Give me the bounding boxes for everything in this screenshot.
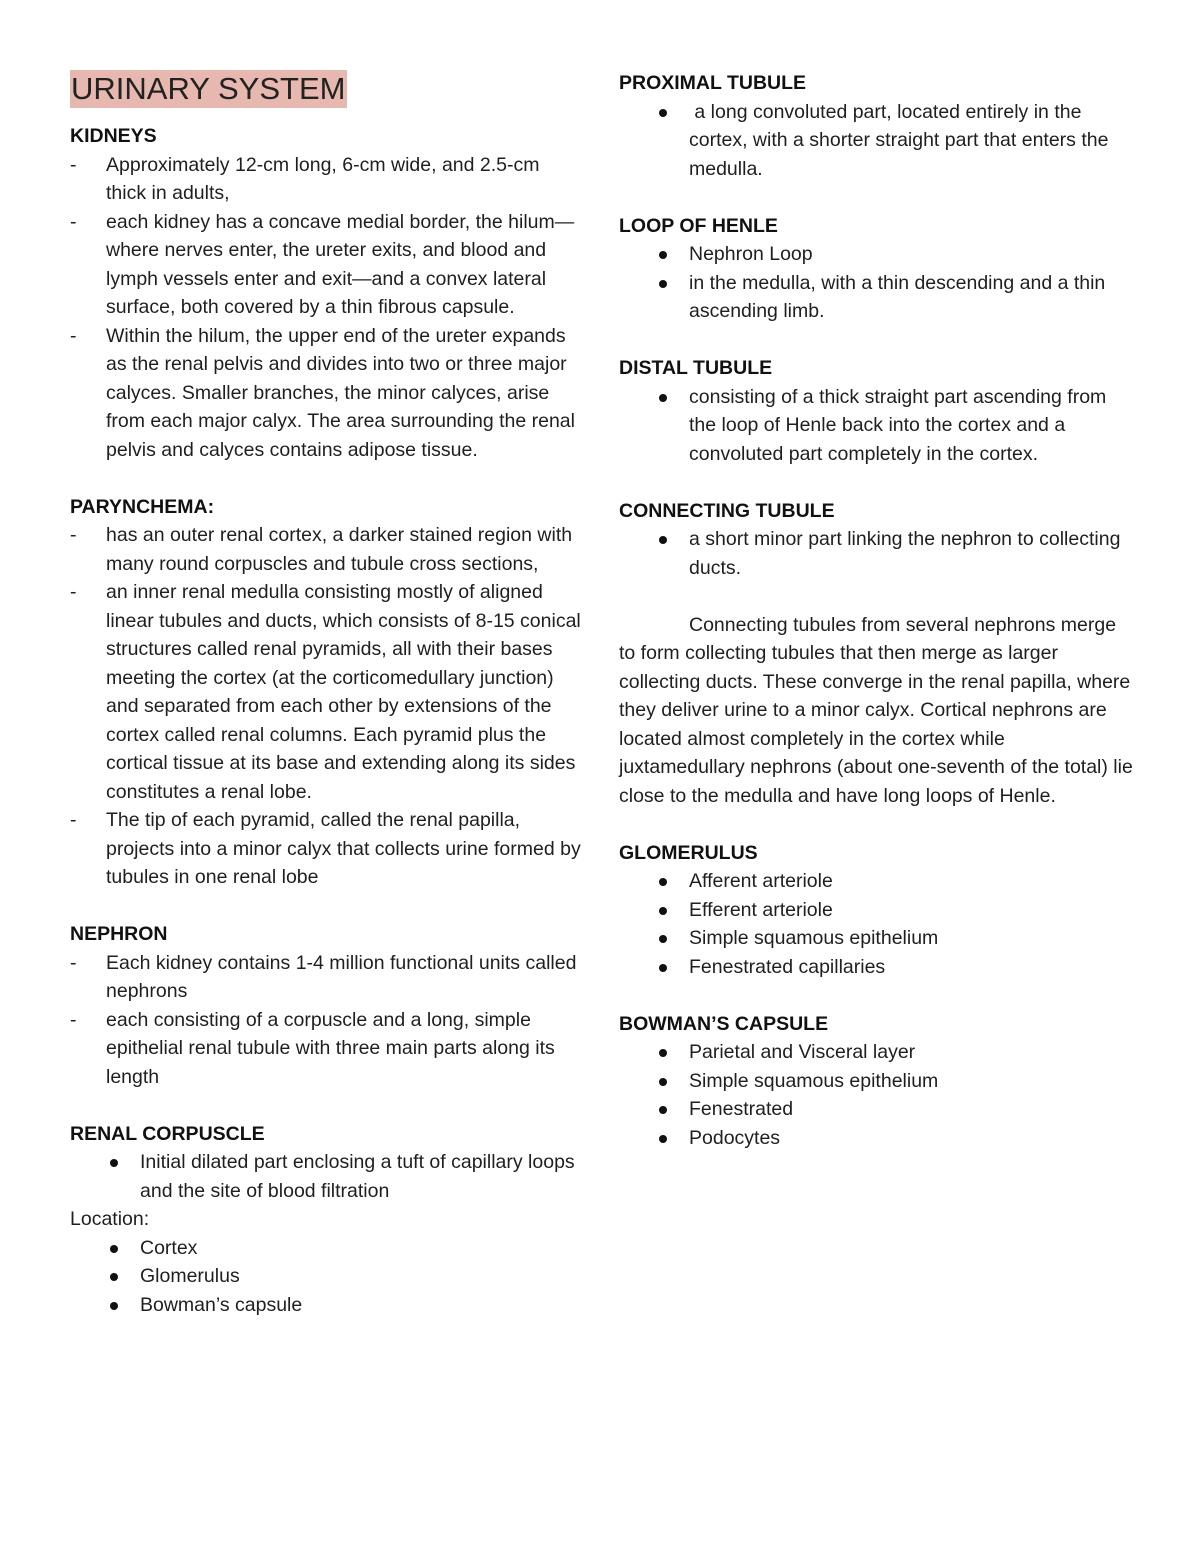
bullet-list (619, 98, 1134, 184)
list-item: a long convoluted part, located entirely in the cortex, with a shorter straight part that enters the medulla. (619, 98, 1134, 184)
bullet-list (619, 1038, 1134, 1152)
section-heading: PARYNCHEMA: (70, 495, 215, 518)
left-column (70, 70, 585, 1319)
list-item: - Approximately 12-cm long, 6-cm wide, and 2.5-cm thick in adults, (70, 151, 585, 208)
list-item: - Within the hilum, the upper end of the ureter expands as the renal pelvis and divides into two or three major calyces. Smaller branches, the minor calyces, arise from each major calyx. The area surrounding the renal pelvis and calyces contains adipose tissue. (70, 322, 585, 465)
section-renal-corpuscle (70, 1120, 585, 1320)
right-column (619, 69, 1134, 1152)
section-kidneys (70, 122, 585, 464)
list-item: - an inner renal medulla consisting mostly of aligned linear tubules and ducts, which consists of 8-15 conical structures called renal pyramids, all with their bases meeting the cortex (at the corticomedullary junction) and separated from each other by extensions of the cortex called renal columns. Each pyramid plus the cortical tissue at its base and extending along its sides constitutes a renal lobe. (70, 578, 585, 806)
dash-list (70, 521, 585, 892)
list-item: - has an outer renal cortex, a darker stained region with many round corpuscles and tubule cross sections, (70, 521, 585, 578)
list-item: Initial dilated part enclosing a tuft of capillary loops and the site of blood filtration (70, 1148, 585, 1205)
section-nephron (70, 920, 585, 1091)
location-label: Location: (70, 1208, 150, 1230)
dash-list (70, 151, 585, 465)
dash-list (70, 949, 585, 1092)
bullet-list (70, 1234, 585, 1320)
list-item: Cortex (70, 1234, 585, 1263)
list-item: Podocytes (619, 1124, 1134, 1153)
list-item: Simple squamous epithelium (619, 1067, 1134, 1096)
list-item: a short minor part linking the nephron to collecting ducts. (619, 525, 1134, 582)
list-item: Bowman’s capsule (70, 1291, 585, 1320)
bullet-list (619, 867, 1134, 981)
bullet-list (619, 240, 1134, 326)
section-proximal-tubule (619, 69, 1134, 183)
list-item: - The tip of each pyramid, called the renal papilla, projects into a minor calyx that collects urine formed by tubules in one renal lobe (70, 806, 585, 892)
list-item: - each consisting of a corpuscle and a long, simple epithelial renal tubule with three main parts along its length (70, 1006, 585, 1092)
page-title: URINARY SYSTEM (71, 71, 346, 106)
list-item: consisting of a thick straight part ascending from the loop of Henle back into the cortex and a convoluted part completely in the cortex. (619, 383, 1134, 469)
section-heading: BOWMAN’S CAPSULE (619, 1012, 829, 1035)
section-heading: RENAL CORPUSCLE (70, 1122, 265, 1145)
section-glomerulus (619, 839, 1134, 982)
body-paragraph: Connecting tubules from several nephrons merge to form collecting tubules that then merge as larger collecting ducts. These converge in the renal papilla, where they deliver urine to a minor calyx. Cortical nephrons are located almost completely in the cortex while juxtamedullary nephrons (about one-seventh of the total) lie close to the medulla and have long loops of Henle. (619, 613, 1133, 807)
section-distal-tubule (619, 354, 1134, 468)
list-item: - each kidney has a concave medial border, the hilum—where nerves enter, the ureter exits, and blood and lymph vessels enter and exit—and a convex lateral surface, both covered by a thin fibrous capsule. (70, 208, 585, 322)
section-heading: CONNECTING TUBULE (619, 499, 835, 522)
section-loop-of-henle (619, 212, 1134, 326)
bullet-list (619, 383, 1134, 469)
list-item: Afferent arteriole (619, 867, 1134, 896)
list-item: Nephron Loop (619, 240, 1134, 269)
list-item: - Each kidney contains 1-4 million functional units called nephrons (70, 949, 585, 1006)
bullet-list (70, 1148, 585, 1205)
section-connecting-tubule (619, 497, 1134, 811)
section-heading: NEPHRON (70, 923, 168, 945)
list-item: Efferent arteriole (619, 896, 1134, 925)
list-item: Fenestrated capillaries (619, 953, 1134, 982)
section-heading: GLOMERULUS (619, 841, 758, 864)
section-bowmans-capsule (619, 1010, 1134, 1153)
section-heading: PROXIMAL TUBULE (619, 72, 807, 94)
list-item: Simple squamous epithelium (619, 924, 1134, 953)
section-parenchyma (70, 493, 585, 892)
bullet-list (619, 525, 1134, 582)
section-heading: LOOP OF HENLE (619, 214, 778, 237)
list-item: Fenestrated (619, 1095, 1134, 1124)
section-heading: DISTAL TUBULE (619, 357, 773, 379)
list-item: Glomerulus (70, 1262, 585, 1291)
list-item: Parietal and Visceral layer (619, 1038, 1134, 1067)
section-heading: KIDNEYS (70, 125, 157, 147)
list-item: in the medulla, with a thin descending and a thin ascending limb. (619, 269, 1134, 326)
